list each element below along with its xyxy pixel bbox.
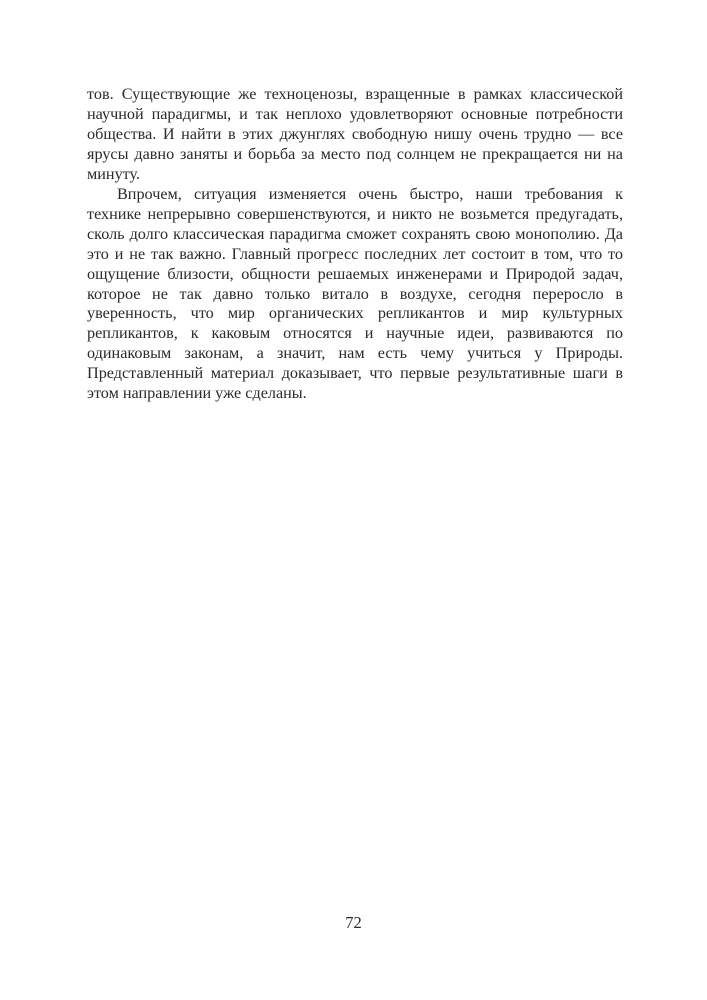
body-text	[87, 85, 623, 404]
page-number: 72	[345, 913, 362, 932]
paragraph-continuation: тов. Существующие же техноценозы, взращенные в рамках классической научной парадигмы, и так неплохо удовлетворяют основные потребности общества. И найти в этих джунглях свободную нишу очень трудно — все ярусы давно заняты и борьба за место под солнцем не прекращается ни на минуту.	[87, 85, 623, 183]
paragraph: Впрочем, ситуация изменяется очень быстро, наши требования к технике непрерывно совершенствуются, и никто не возьмется предугадать, сколь долго классическая парадигма сможет сохранять свою монополию. Да это и не так важно. Главный прогресс последних лет состоит в том, что то ощущение близости, общности решаемых инженерами и Природой задач, которое не так давно только витало в воздухе, сегодня переросло в уверенность, что мир органических репликантов и мир культурных репликантов, к каковым относятся и научные идеи, развиваются по одинаковым законам, а значит, нам есть чему учиться у Природы. Представленный материал доказывает, что первые результативные шаги в этом направлении уже сделаны.	[87, 184, 623, 403]
